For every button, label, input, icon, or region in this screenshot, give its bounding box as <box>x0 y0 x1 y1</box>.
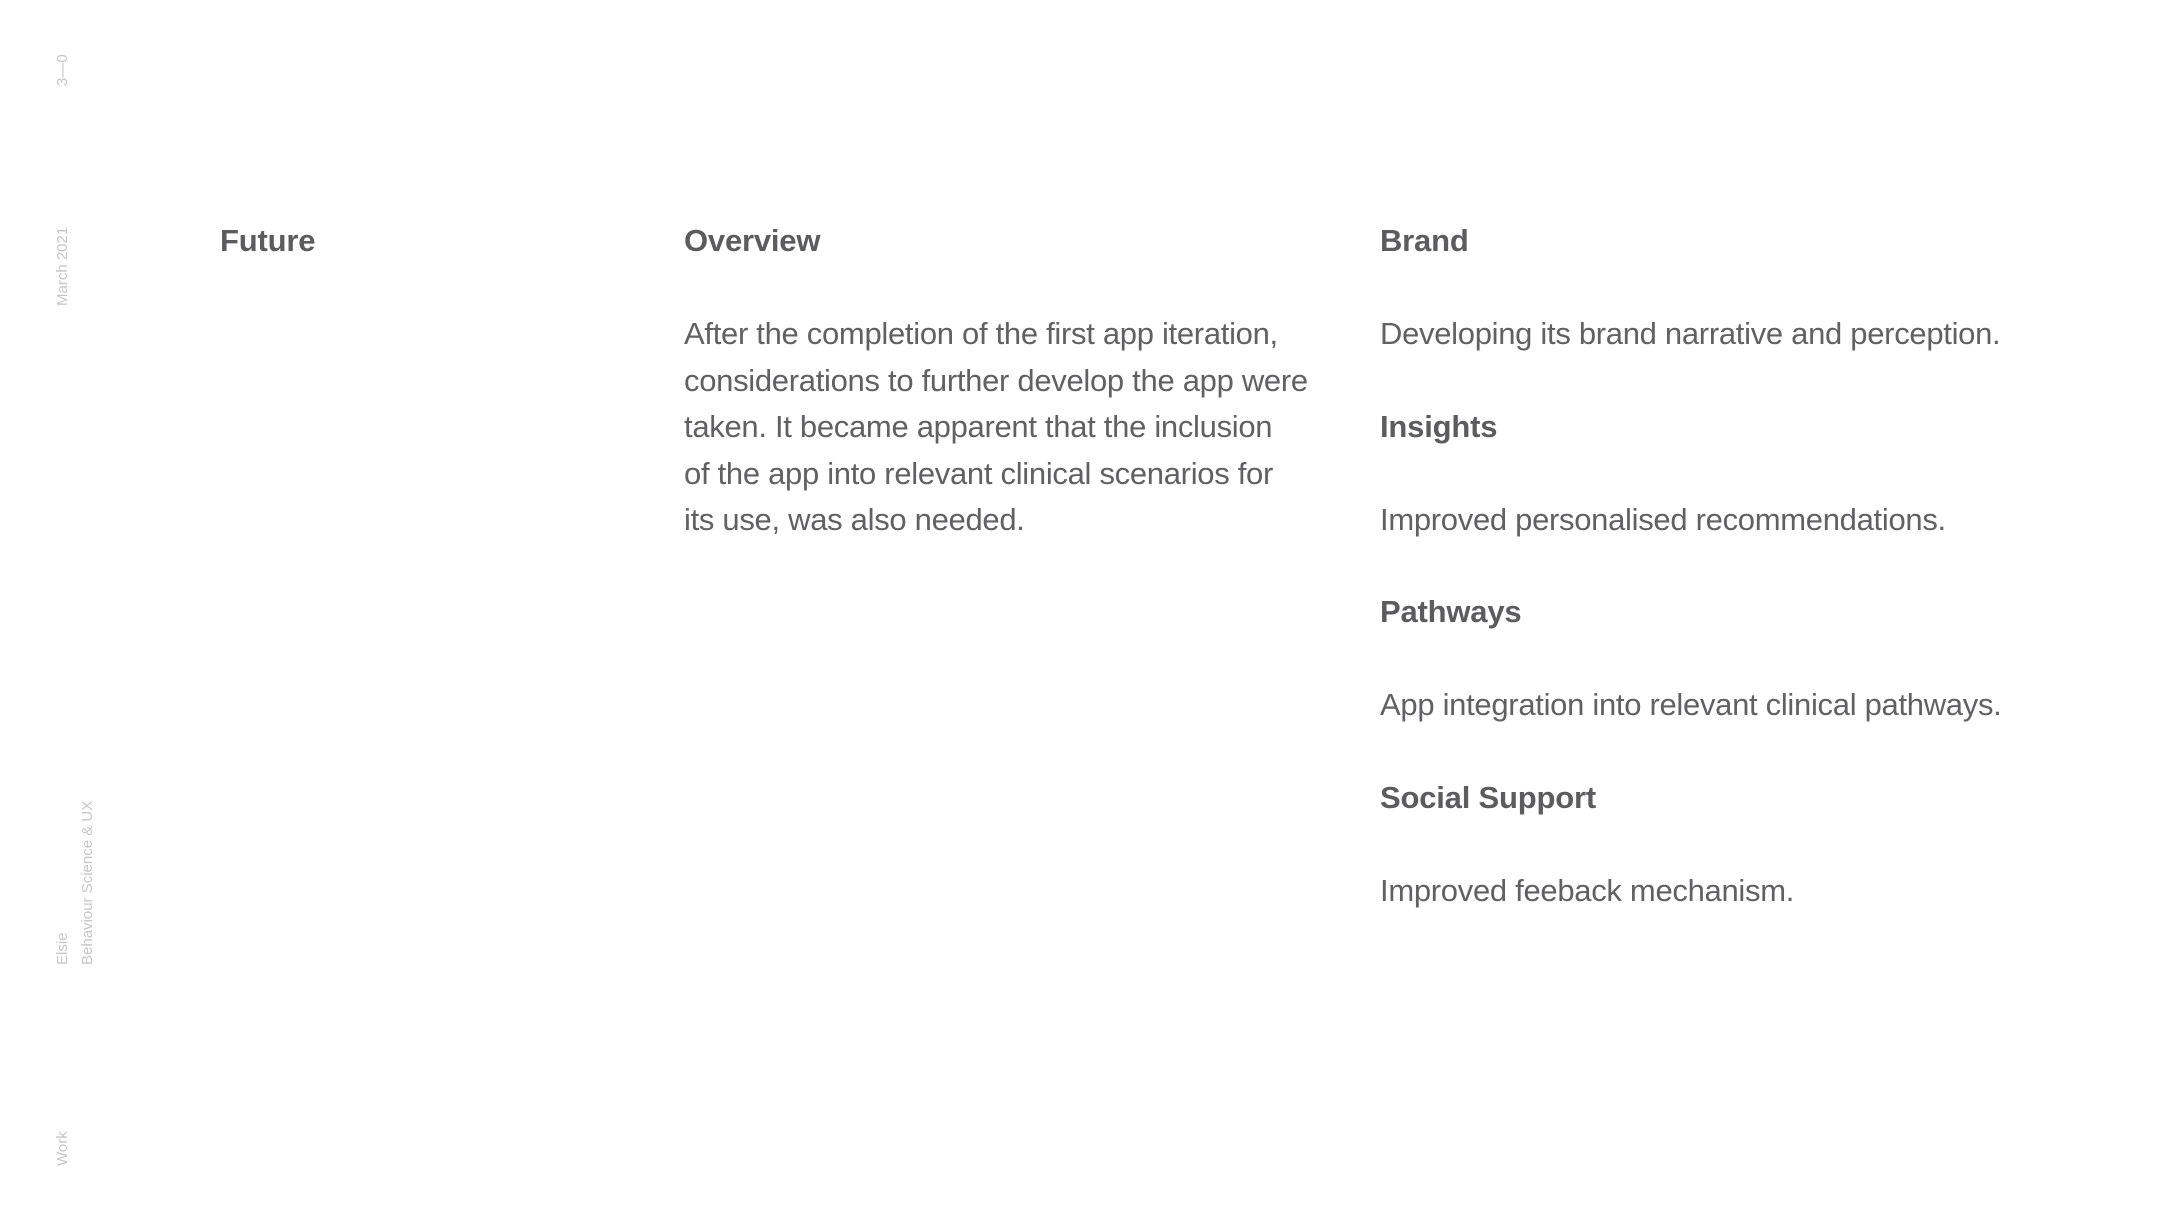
section-text: Work <box>54 1131 71 1166</box>
brand-heading: Brand <box>1380 223 1469 258</box>
pathways-heading: Pathways <box>1380 594 1522 629</box>
project-name: Elsie <box>54 932 71 965</box>
overview-line: of the app into relevant clinical scenarios for <box>684 455 1274 491</box>
overview-line: its use, was also needed. <box>684 502 1025 537</box>
social-support-text: Improved feeback mechanism. <box>1380 873 1795 908</box>
date-label <box>50 227 75 306</box>
overview-line: taken. It became apparent that the inclusion <box>684 409 1273 444</box>
overview-heading: Overview <box>684 223 821 258</box>
insights-heading: Insights <box>1380 409 1498 444</box>
overview-paragraph <box>684 311 1374 544</box>
pathways-text: App integration into relevant clinical pathways. <box>1380 687 2002 722</box>
project-type: Behaviour Science & UX <box>79 800 96 965</box>
project-label <box>50 801 100 965</box>
section-label <box>50 1131 75 1166</box>
date-text: March 2021 <box>54 226 71 306</box>
page-number-text: 3—0 <box>54 54 71 86</box>
overview-line: After the completion of the first app iteration, <box>684 316 1278 351</box>
page-number <box>50 54 75 86</box>
brand-text: Developing its brand narrative and perception. <box>1380 316 2001 351</box>
social-support-heading: Social Support <box>1380 780 1596 815</box>
page-title: Future <box>220 223 316 258</box>
overview-line: considerations to further develop the app were <box>684 362 1308 398</box>
insights-text: Improved personalised recommendations. <box>1380 502 1946 537</box>
